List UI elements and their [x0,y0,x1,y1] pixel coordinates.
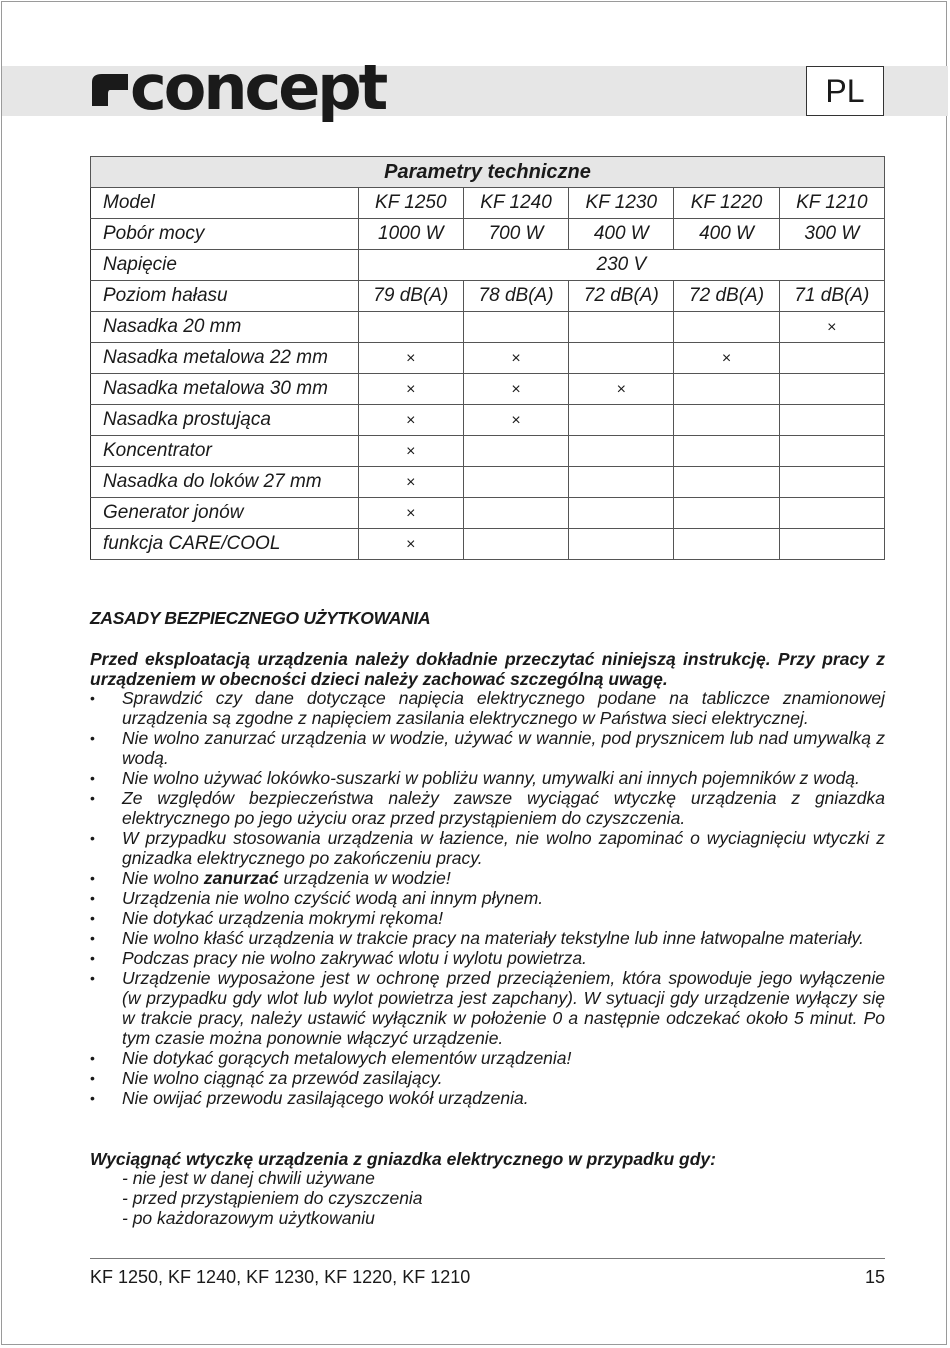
check-mark-icon: × [406,381,416,398]
safety-intro: Przed eksploatacją urządzenia należy dokładnie przeczytać niniejszą instrukcję. Przy pracy z urządzeniem w obecności dzieci należy zachować szczególną uwagę. [90,649,885,689]
safety-item-text: Nie wolno ciągnąć za przewód zasilający. [122,1068,443,1088]
safety-item-text: Urządzenie wyposażone jest w ochronę przed przeciążeniem, która spowoduje jego wyłączenie (w przypadku gdy wlot lub wylot powietrza jest zapchany). W sytuacji gdy urządzenie wyłączy się w trakcie pracy, należy ustawić wyłącznik w położenie 0 a następnie odczekać około 5 minut. Po tym czasie można ponownie włączyć urządzenie. [122,968,885,1048]
spec-value-cell: 78 dB(A) [463,281,568,312]
model-cell: KF 1220 [674,188,779,219]
spec-value-cell [779,405,884,436]
safety-item-text: Podczas pracy nie wolno zakrywać wlotu i wylotu powietrza. [122,948,587,968]
spec-value-cell [358,529,463,560]
spec-value-cell [779,312,884,343]
spec-row-label: funkcja CARE/COOL [91,529,359,560]
check-mark-icon: × [511,412,521,429]
spec-value-cell [358,436,463,467]
spec-table [90,156,885,560]
bullet-icon: • [90,690,95,706]
bullet-icon: • [90,1090,95,1106]
spec-value-cell: 400 W [569,219,674,250]
check-mark-icon: × [406,350,416,367]
bullet-icon: • [90,790,95,806]
spec-value-cell [358,405,463,436]
safety-item-emphasis: zanurzać [203,868,279,888]
spec-value-cell [358,343,463,374]
spec-value-cell: 300 W [779,219,884,250]
safety-item [90,968,885,1048]
check-mark-icon: × [511,381,521,398]
unplug-item: - nie jest w danej chwili używane [122,1168,375,1188]
safety-item [90,868,885,888]
spec-value-cell [358,467,463,498]
spec-value-cell [569,374,674,405]
bullet-icon: • [90,950,95,966]
bullet-icon: • [90,870,95,886]
safety-item-text: Nie wolno kłaść urządzenia w trakcie pracy na materiały tekstylne lub inne łatwopalne materiały. [122,928,864,948]
spec-value-cell [569,343,674,374]
safety-item [90,888,885,908]
spec-value-cell [463,467,568,498]
safety-item-text: Nie owijać przewodu zasilającego wokół urządzenia. [122,1088,529,1108]
safety-list [90,688,885,1108]
unplug-item: - przed przystąpieniem do czyszczenia [122,1188,423,1208]
spec-value-cell [779,436,884,467]
spec-value-cell [674,405,779,436]
spec-value-cell [569,529,674,560]
check-mark-icon: × [406,505,416,522]
safety-item-text: Nie wolno używać lokówko-suszarki w pobliżu wanny, umywalki ani innych pojemników z wodą. [122,768,860,788]
safety-item-text: Ze względów bezpieczeństwa należy zawsze wyciągać wtyczkę urządzenia z gniazdka elektrycznego po jego użyciu oraz przed przystąpieniem do czyszczenia. [122,788,885,828]
spec-row-label: Nasadka 20 mm [91,312,359,343]
safety-item-text: Urządzenia nie wolno czyścić wodą ani innym płynem. [122,888,544,908]
spec-row [91,343,885,374]
spec-value-cell [463,436,568,467]
safety-item [90,1068,885,1088]
spec-value-cell [463,343,568,374]
spec-row-label: Napięcie [91,250,359,281]
safety-item-text: Sprawdzić czy dane dotyczące napięcia elektrycznego podane na tabliczce znamionowej urządzenia są zgodne z napięciem zasilania elektrycznego w Państwa sieci elektrycznej. [122,688,885,728]
check-mark-icon: × [406,443,416,460]
unplug-list [122,1168,423,1228]
spec-row [91,374,885,405]
spec-value-cell [463,498,568,529]
safety-item-text: urządzenia w wodzie! [278,868,451,888]
spec-value-cell [358,498,463,529]
model-cell: KF 1250 [358,188,463,219]
spec-row [91,219,885,250]
page-number: 15 [864,1267,885,1287]
language-badge: PL [806,66,884,116]
spec-value-cell [779,529,884,560]
model-cell: KF 1230 [569,188,674,219]
spec-row-model [91,188,885,219]
spec-row-label: Generator jonów [91,498,359,529]
safety-item [90,948,885,968]
spec-value-cell: 700 W [463,219,568,250]
safety-item [90,728,885,768]
spec-value-cell [779,343,884,374]
spec-value-cell [463,529,568,560]
footer-models: KF 1250, KF 1240, KF 1230, KF 1220, KF 1210 [90,1267,471,1287]
footer-divider [90,1258,885,1259]
spec-value-cell [569,312,674,343]
spec-value-cell [358,374,463,405]
bullet-icon: • [90,1070,95,1086]
spec-value-cell: 400 W [674,219,779,250]
safety-item [90,908,885,928]
spec-row [91,498,885,529]
spec-value-cell [569,467,674,498]
bullet-icon: • [90,910,95,926]
safety-heading: ZASADY BEZPIECZNEGO UŻYTKOWANIA [90,608,431,628]
bullet-icon: • [90,970,95,986]
spec-value-cell [569,498,674,529]
spec-value-cell: 72 dB(A) [674,281,779,312]
check-mark-icon: × [406,536,416,553]
spec-value-cell: 71 dB(A) [779,281,884,312]
spec-row [91,529,885,560]
safety-item-text: Nie dotykać urządzenia mokrymi rękoma! [122,908,443,928]
safety-item-text: Nie dotykać gorących metalowych elementów urządzenia! [122,1048,572,1068]
spec-row-label: Nasadka metalowa 22 mm [91,343,359,374]
check-mark-icon: × [721,350,732,367]
spec-value-cell [674,467,779,498]
spec-value-cell: 79 dB(A) [358,281,463,312]
spec-value-cell [674,498,779,529]
check-mark-icon: × [827,319,837,336]
safety-item-text: Nie wolno [122,868,204,888]
safety-item [90,828,885,868]
unplug-heading: Wyciągnąć wtyczkę urządzenia z gniazdka elektrycznego w przypadku gdy: [90,1149,716,1169]
safety-item [90,928,885,948]
bullet-icon: • [90,830,95,846]
spec-value-cell [779,467,884,498]
check-mark-icon: × [406,412,416,429]
spec-value-cell [674,529,779,560]
safety-item [90,788,885,828]
check-mark-icon: × [406,474,416,491]
spec-value-cell [569,436,674,467]
spec-value-cell [674,312,779,343]
model-cell: KF 1240 [463,188,568,219]
spec-value-cell [674,343,779,374]
logo-text: concept [130,51,386,124]
check-mark-icon: × [616,381,626,398]
spec-value-cell [674,436,779,467]
safety-item-text: W przypadku stosowania urządzenia w łazience, nie wolno zapominać o wyciagnięciu wtyczki z gnizadka elektrycznego po zakończeniu pracy. [122,828,885,868]
safety-item [90,768,885,788]
spec-value-cell [463,312,568,343]
safety-item [90,1048,885,1068]
spec-row-label: Nasadka do loków 27 mm [91,467,359,498]
spec-value-cell: 230 V [358,250,884,281]
spec-row [91,250,885,281]
spec-row [91,281,885,312]
model-cell: KF 1210 [779,188,884,219]
spec-row-label: Poziom hałasu [91,281,359,312]
spec-value-cell: 72 dB(A) [569,281,674,312]
bullet-icon: • [90,1050,95,1066]
safety-item [90,688,885,728]
spec-row [91,467,885,498]
spec-table-body [91,188,885,560]
bullet-icon: • [90,890,95,906]
spec-value-cell [779,498,884,529]
spec-row-label: Nasadka metalowa 30 mm [91,374,359,405]
spec-row-label: Nasadka prostująca [91,405,359,436]
spec-table-title-row [91,157,885,188]
concept-logo [88,51,386,128]
spec-value-cell [358,312,463,343]
check-mark-icon: × [511,350,521,367]
spec-row-label: Pobór mocy [91,219,359,250]
spec-value-cell [779,374,884,405]
spec-row [91,405,885,436]
safety-item-text: Nie wolno zanurzać urządzenia w wodzie, używać w wannie, pod prysznicem lub nad umywalką z wodą. [122,728,885,768]
bullet-icon: • [90,770,95,786]
spec-value-cell [463,374,568,405]
spec-value-cell [463,405,568,436]
spec-value-cell: 1000 W [358,219,463,250]
spec-row [91,312,885,343]
spec-value-cell [674,374,779,405]
spec-value-cell [569,405,674,436]
bullet-icon: • [90,730,95,746]
spec-row-label: Model [91,188,359,219]
bullet-icon: • [90,930,95,946]
unplug-item: - po każdorazowym użytkowaniu [122,1208,375,1228]
logo-mark-icon [88,66,128,118]
safety-item [90,1088,885,1108]
spec-row [91,436,885,467]
spec-table-title: Parametry techniczne [91,157,885,188]
spec-row-label: Koncentrator [91,436,359,467]
